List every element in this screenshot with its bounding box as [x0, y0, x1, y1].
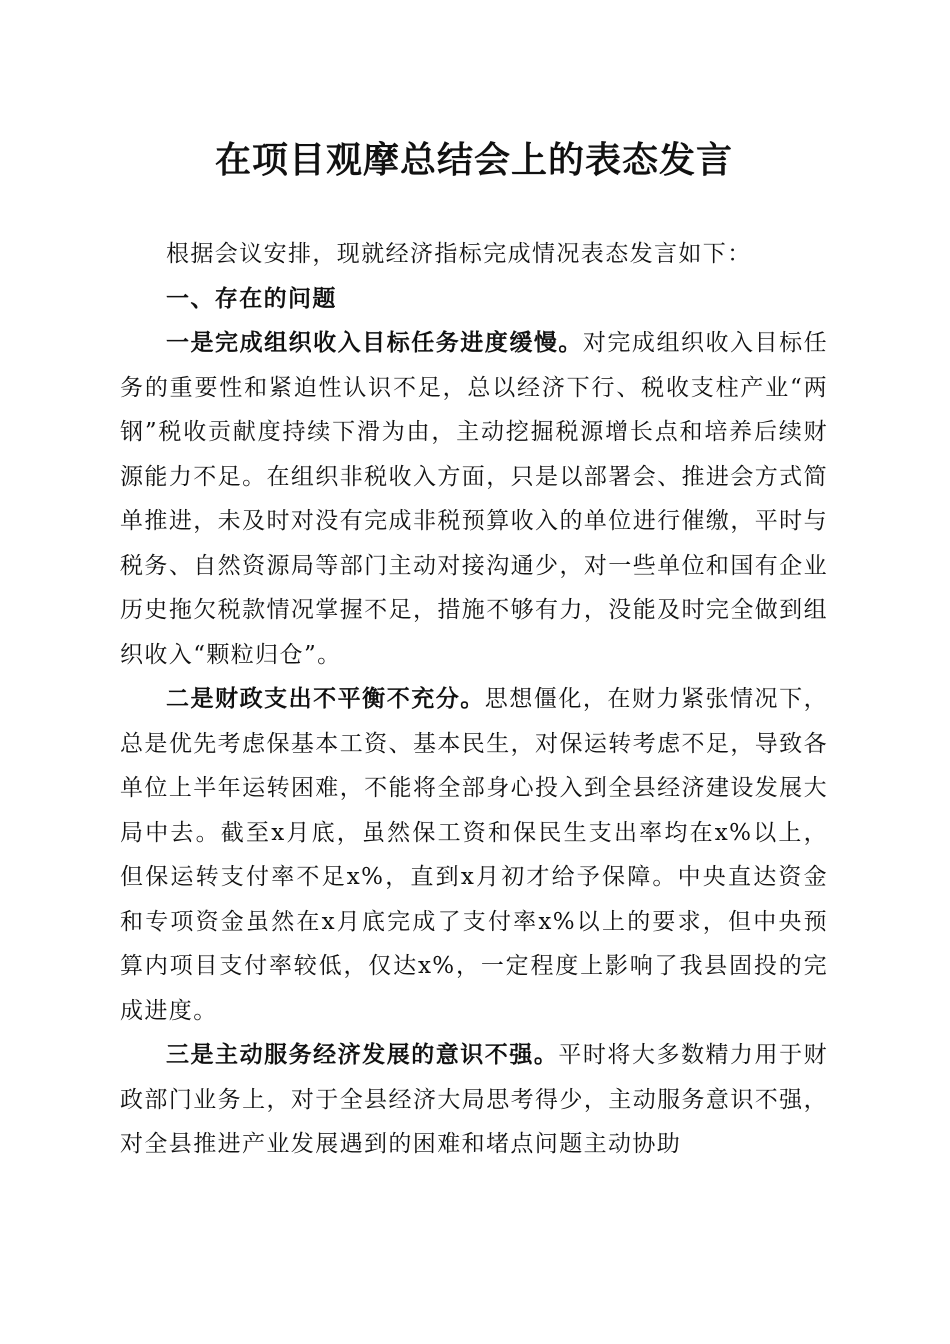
paragraph-1	[120, 321, 828, 677]
paragraph-2-lead: 二是财政支出不平衡不充分。	[166, 685, 485, 712]
section-heading-problems: 一、存在的问题	[166, 285, 337, 312]
paragraph-3-text: 平时将大多数精力用于财政部门业务上，对于全县经济大局思考得少，主动服务意识不强，对全县推进产业发展遇到的困难和堵点问题主动协助	[120, 1042, 829, 1157]
paragraph-1-lead: 一是完成组织收入目标任务进度缓慢。	[166, 329, 583, 356]
paragraph-3	[120, 1033, 828, 1167]
paragraph-3-lead: 三是主动服务经济发展的意识不强。	[166, 1041, 559, 1068]
paragraph-2	[120, 677, 828, 1033]
paragraph-2-text: 思想僵化，在财力紧张情况下，总是优先考虑保基本工资、基本民生，对保运转考虑不足，导致各单位上半年运转困难，不能将全部身心投入到全县经济建设发展大局中去。截至x月底，虽然保工资和保民生支出率均在x%以上，但保运转支付率不足x%，直到x月初才给予保障。中央直达资金和专项资金虽然在x月底完成了支付率x%以上的要求，但中央预算内项目支付率较低，仅达x%，一定程度上影响了我县固投的完成进度。	[120, 686, 828, 1024]
intro-paragraph: 根据会议安排，现就经济指标完成情况表态发言如下：	[166, 241, 752, 267]
document-body	[120, 232, 828, 1167]
document-title: 在项目观摩总结会上的表态发言	[214, 139, 733, 181]
paragraph-1-text: 对完成组织收入目标任务的重要性和紧迫性认识不足，总以经济下行、税收支柱产业“两钢”税收贡献度持续下滑为由，主动挖掘税源增长点和培养后续财源能力不足。在组织非税收入方面，只是以部署会、推进会方式简单推进，未及时对没有完成非税预算收入的单位进行催缴，平时与税务、自然资源局等部门主动对接沟通少，对一些单位和国有企业历史拖欠税款情况掌握不足，措施不够有力，没能及时完全做到组织收入“颗粒归仓”。	[120, 330, 828, 668]
